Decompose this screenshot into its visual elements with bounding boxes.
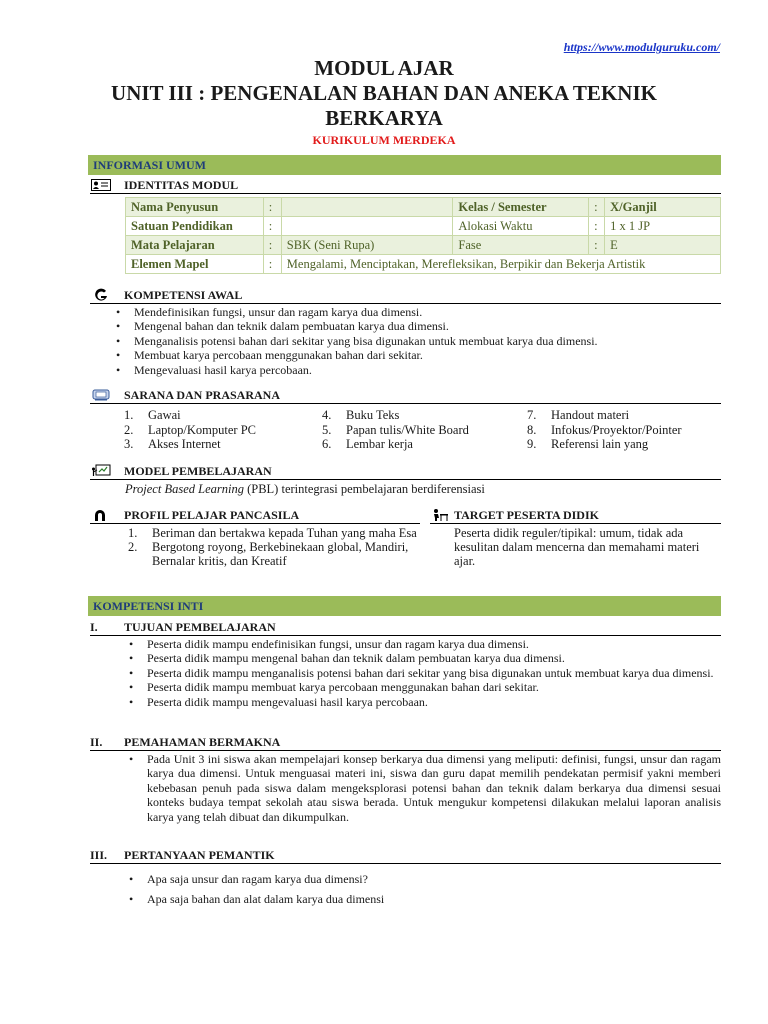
table-row xyxy=(126,236,721,255)
pertanyaan-pemantik-heading: III. PERTANYAAN PEMANTIK xyxy=(90,848,721,864)
list-item: • Peserta didik mampu mengenal bahan dan teknik dalam pembuatan karya dua dimensi. xyxy=(125,651,721,665)
item-text: Infokus/Proyektor/Pointer xyxy=(551,422,682,437)
item-number: 6. xyxy=(322,437,332,451)
item-number: 9. xyxy=(527,437,537,451)
label-mata-pelajaran: Mata Pelajaran xyxy=(126,236,264,255)
list-item: • Peserta didik mampu mengevaluasi hasil karya percobaan. xyxy=(125,695,721,709)
tujuan-pembelajaran-heading: I. TUJUAN PEMBELAJARAN xyxy=(90,620,721,636)
item-number: 5. xyxy=(322,422,332,437)
sarana-column-2 xyxy=(322,408,469,452)
value-alokasi-waktu: 1 x 1 JP xyxy=(605,217,721,236)
label-alokasi-waktu: Alokasi Waktu xyxy=(453,217,589,236)
item-number: 2. xyxy=(124,422,134,437)
list-item: • Mengevaluasi hasil karya percobaan. xyxy=(112,363,722,377)
pemahaman-bermakna-heading: II. PEMAHAMAN BERMAKNA xyxy=(90,735,721,751)
website-url-link[interactable]: https://www.modulguruku.com/ xyxy=(563,40,720,54)
list-item xyxy=(124,526,422,540)
kompetensi-awal-list xyxy=(112,305,722,377)
identitas-table xyxy=(125,197,721,274)
target-peserta-heading: TARGET PESERTA DIDIK xyxy=(430,508,721,524)
item-text: Beriman dan bertakwa kepada Tuhan yang maha Esa xyxy=(152,526,417,540)
item-number: 8. xyxy=(527,422,537,437)
label-satuan-pendidikan: Satuan Pendidikan xyxy=(126,217,264,236)
pancasila-arch-icon xyxy=(90,508,110,522)
table-row xyxy=(126,198,721,217)
label-kelas-semester: Kelas / Semester xyxy=(453,198,589,217)
list-item xyxy=(322,408,469,423)
value-nama-penyusun xyxy=(281,198,453,217)
separator: : xyxy=(263,217,281,236)
informasi-umum-bar: INFORMASI UMUM xyxy=(88,155,721,175)
g-logo-icon xyxy=(90,288,112,302)
item-text: Akses Internet xyxy=(148,437,221,451)
label-elemen-mapel: Elemen Mapel xyxy=(126,255,264,274)
list-item: • Peserta didik mampu endefinisikan fungsi, unsur dan ragam karya dua dimensi. xyxy=(125,637,721,651)
document-title: MODUL AJAR xyxy=(314,56,454,80)
item-text: Referensi lain yang xyxy=(551,437,649,451)
item-text: Gawai xyxy=(148,408,181,422)
sarana-column-1 xyxy=(124,408,256,452)
list-item xyxy=(322,423,469,438)
item-text: Handout materi xyxy=(551,408,630,422)
list-item xyxy=(124,423,256,438)
section-number: II. xyxy=(90,735,103,749)
kompetensi-awal-heading: KOMPETENSI AWAL xyxy=(90,288,721,304)
pemahaman-text xyxy=(125,752,721,824)
identitas-modul-heading: IDENTITAS MODUL xyxy=(90,178,721,194)
model-description: (PBL) terintegrasi pembelajaran berdiferensiasi xyxy=(243,482,485,496)
list-item xyxy=(527,408,682,423)
list-item: • Apa saja unsur dan ragam karya dua dimensi? xyxy=(125,869,721,889)
item-number: 1. xyxy=(124,408,134,422)
separator: : xyxy=(263,236,281,255)
student-desk-icon xyxy=(430,508,450,522)
value-mata-pelajaran: SBK (Seni Rupa) xyxy=(281,236,453,255)
item-text: Laptop/Komputer PC xyxy=(148,422,256,437)
list-item: • Mendefinisikan fungsi, unsur dan ragam karya dua dimensi. xyxy=(112,305,722,319)
curriculum-subtitle: KURIKULUM MERDEKA xyxy=(312,133,456,147)
presentation-board-icon xyxy=(90,464,112,478)
list-item xyxy=(322,437,469,452)
equipment-icon xyxy=(90,388,112,402)
id-card-icon xyxy=(90,178,112,192)
separator: : xyxy=(263,255,281,274)
label-nama-penyusun: Nama Penyusun xyxy=(126,198,264,217)
section-number: I. xyxy=(90,620,98,634)
list-item: • Peserta didik mampu menganalisis potensi bahan dari sekitar yang bisa digunakan untuk membuat karya dua dimensi. xyxy=(125,666,721,680)
table-row xyxy=(126,255,721,274)
list-item xyxy=(527,437,682,452)
list-item: • Mengenal bahan dan teknik dalam pembuatan karya dua dimensi. xyxy=(112,319,722,333)
item-number: 1. xyxy=(128,526,138,540)
value-fase: E xyxy=(605,236,721,255)
value-elemen-mapel: Mengalami, Menciptakan, Merefleksikan, Berpikir dan Bekerja Artistik xyxy=(281,255,720,274)
sarana-column-3 xyxy=(527,408,682,452)
model-name-italic: Project Based Learning xyxy=(125,482,244,496)
unit-title: UNIT III : PENGENALAN BAHAN DAN ANEKA TEKNIK BERKARYA xyxy=(111,81,657,130)
separator: : xyxy=(589,236,605,255)
list-item xyxy=(527,423,682,438)
section-number: III. xyxy=(90,848,108,862)
list-item xyxy=(124,437,256,452)
pertanyaan-list xyxy=(125,869,721,909)
item-number: 3. xyxy=(124,437,134,451)
separator: : xyxy=(263,198,281,217)
value-kelas-semester: X/Ganjil xyxy=(605,198,721,217)
model-pembelajaran-text xyxy=(125,482,721,496)
table-row xyxy=(126,217,721,236)
item-number: 7. xyxy=(527,408,537,422)
item-text: Lembar kerja xyxy=(346,437,413,451)
list-item: • Apa saja bahan dan alat dalam karya dua dimensi xyxy=(125,889,721,909)
list-item: • Membuat karya percobaan menggunakan bahan dari sekitar. xyxy=(112,348,722,362)
kompetensi-inti-bar: KOMPETENSI INTI xyxy=(88,596,721,616)
item-text: Buku Teks xyxy=(346,408,400,422)
profil-pancasila-heading: PROFIL PELAJAR PANCASILA xyxy=(90,508,420,524)
item-text: Papan tulis/White Board xyxy=(346,422,469,437)
item-number: 2. xyxy=(128,540,138,554)
model-pembelajaran-heading: MODEL PEMBELAJARAN xyxy=(90,464,721,480)
list-item: • Pada Unit 3 ini siswa akan mempelajari konsep berkarya dua dimensi yang meliputi: definisi, fungsi, unsur dan ragam karya dua dimensi. Untuk menguasai materi ini, siswa dan guru dapat memilih pendekatan permisif yakni memberi kebebasan penuh pada siswa dalam mengeksplorasi potensi bahan dan teknik dalam berkarya dua dimensi sesuai konteks budaya tempat sekolah atau siswa berada. Untuk mengukur kompetensi dilakukan melalui laporan analisis karya yang telah dibuat dan dikumpulkan. xyxy=(125,752,721,824)
item-number: 4. xyxy=(322,408,332,422)
item-text: Bergotong royong, Berkebinekaan global, Mandiri, Bernalar kritis, dan Kreatif xyxy=(152,540,409,568)
sarana-heading: SARANA DAN PRASARANA xyxy=(90,388,721,404)
list-item: • Peserta didik mampu membuat karya percobaan menggunakan bahan dari sekitar. xyxy=(125,680,721,694)
profil-list xyxy=(124,526,422,568)
list-item xyxy=(124,540,422,568)
label-fase: Fase xyxy=(453,236,589,255)
target-peserta-text: Peserta didik reguler/tipikal: umum, tidak ada kesulitan dalam mencerna dan memahami materi ajar. xyxy=(454,526,700,568)
tujuan-list xyxy=(125,637,721,709)
separator: : xyxy=(589,217,605,236)
list-item: • Menganalisis potensi bahan dari sekitar yang bisa digunakan untuk membuat karya dua dimensi. xyxy=(112,334,722,348)
value-satuan-pendidikan xyxy=(281,217,453,236)
list-item xyxy=(124,408,256,423)
title-block xyxy=(0,56,768,148)
separator: : xyxy=(589,198,605,217)
